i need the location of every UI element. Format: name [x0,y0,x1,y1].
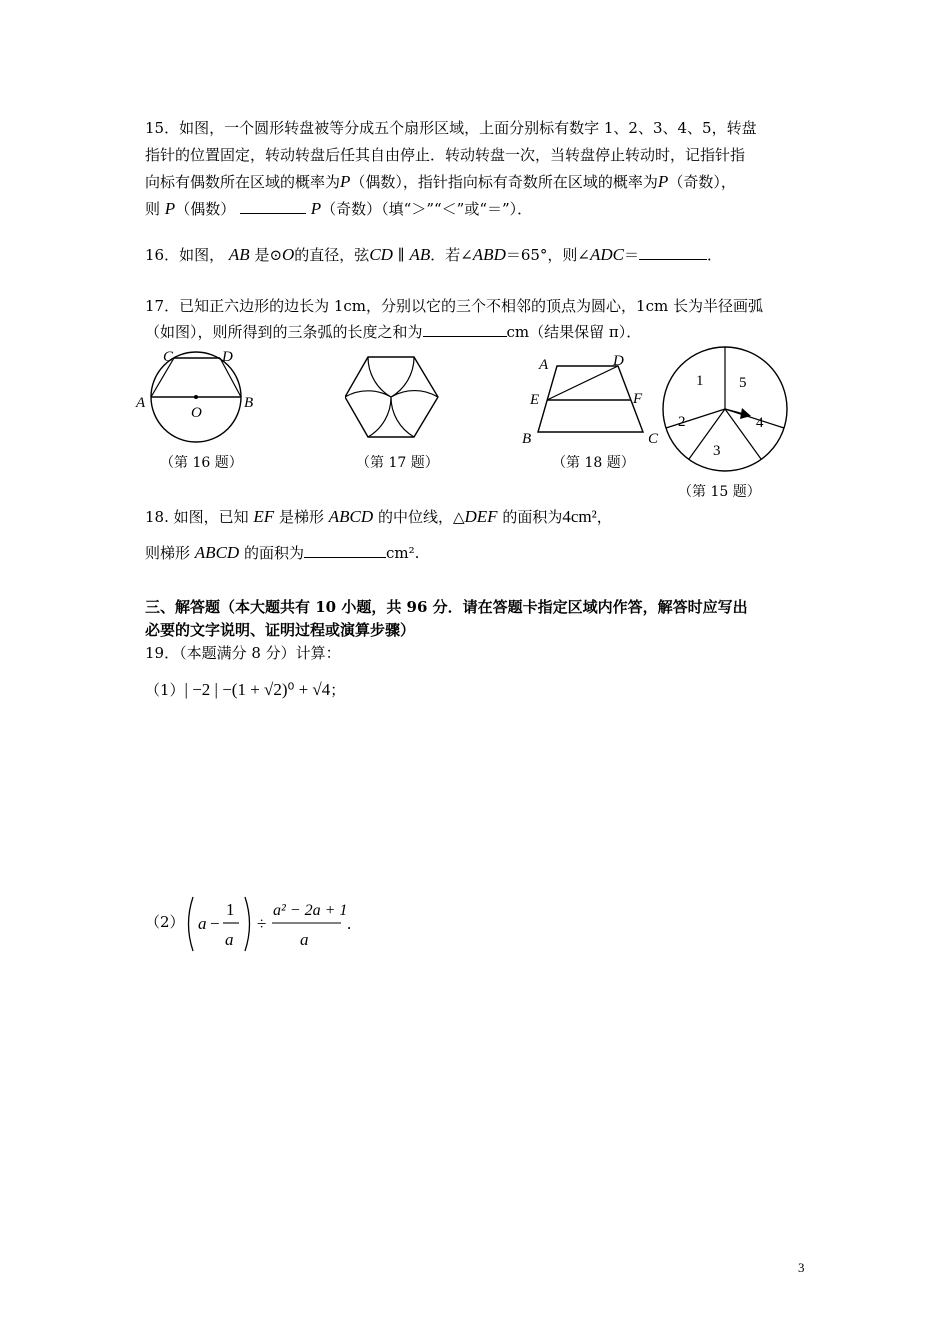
var-a: a [198,914,207,933]
q16-text: ． [707,246,723,264]
figure-15-spinner [660,344,795,474]
q16-text: ．若∠ [430,246,473,264]
math-ABCD: ABCD [194,543,240,562]
label-a: A [136,395,146,411]
q17-line1: 17．已知正六边形的边长为 1cm，分别以它的三个不相邻的顶点为圆心，1cm 长为半径画弧 [145,297,763,315]
p-symbol: P [310,199,322,218]
q19-part1-expression: | −2 | −(1 + √2)⁰ + √4 [184,680,331,699]
q15-line3 [145,172,736,192]
segment-ed [547,366,618,400]
math-ABD: ABD [472,245,506,264]
math-area: 4cm² [562,507,597,526]
left-paren [189,897,194,951]
q18-line1 [145,507,612,527]
label-c: C [648,431,659,447]
q15-text: （偶数） [175,200,236,218]
math-ABCD: ABCD [328,507,374,526]
figure-17 [345,352,445,446]
p-symbol: P [164,199,176,218]
sector-label-5: 5 [739,375,747,391]
section3-heading-line2: 必要的文字说明、证明过程或演算步骤） [145,621,416,639]
q19-part2-expression [184,893,364,955]
sector-label-4: 4 [756,415,764,431]
q19-heading: 19．（本题满分 8 分）计算： [145,644,341,662]
fraction2-denominator: a [300,930,309,949]
caption-fig15: （第 15 题） [678,484,761,500]
math-ADC: ADC [590,245,624,264]
q16-text: 16．如图， [145,246,225,264]
q19-part1 [145,680,345,700]
q16-answer-blank[interactable] [639,245,707,260]
center-point [194,395,198,399]
q16-text: ＝65°，则∠ [505,246,590,264]
q17-answer-blank[interactable] [423,322,507,337]
caption-fig18: （第 18 题） [552,455,635,471]
q17-text: （如图），则所得到的三条弧的长度之和为 [145,323,423,341]
q15-line4 [145,199,532,219]
page-number: 3 [798,1260,805,1275]
q16-text: 是⊙ [254,246,283,264]
figure-18 [515,350,665,450]
arc-2 [391,357,438,397]
sector-divider [666,409,725,428]
math-O: O [282,245,295,264]
math-DEF: DEF [464,507,498,526]
q15-line2: 指针的位置固定，转动转盘后任其自由停止．转动转盘一次，当转盘停止转动时，记指针指 [145,146,746,164]
q18-text: cm². [385,544,420,562]
trapezoid-abcd [538,366,643,432]
q18-text: 的中位线，△ [377,508,465,526]
q16-text: ∥ [397,246,405,264]
figure-16 [130,345,270,445]
sector-label-2: 2 [678,414,686,430]
q15-text: （奇数）， [668,173,736,191]
caption-fig16: （第 16 题） [160,455,243,471]
section3-heading-line1: 三、解答题（本大题共有 10 小题，共 96 分．请在答题卡指定区域内作答，解答时应写出 [145,598,748,616]
right-paren [245,897,250,951]
q19-text: ； [330,681,346,699]
label-d: D [613,353,624,369]
q15-line1: 15．如图，一个圆形转盘被等分成五个扇形区域，上面分别标有数字 1、2、3、4、5，转盘 [145,119,757,137]
q19-part1-label: （1） [145,681,185,699]
q15-answer-blank[interactable] [240,199,306,214]
sector-label-3: 3 [713,443,721,459]
q18-text: ， [596,508,612,526]
divide-sign: ÷ [257,914,267,933]
q18-text: 的面积为 [243,544,304,562]
arc-3 [368,397,414,437]
p-symbol: P [657,172,669,191]
p-symbol: P [340,172,351,191]
q16-text: ＝ [624,246,640,264]
q16-text: 的直径，弦 [294,246,370,264]
q19-part2-label: （2） [145,913,185,931]
fraction1-numerator: 1 [226,900,235,919]
fraction2-numerator: a² − 2a + 1 [273,902,348,919]
sector-label-1: 1 [696,373,704,389]
q15-text: （奇数）（填“＞”“＜”或“＝”）． [321,200,533,218]
period: . [347,914,352,933]
q18-line2 [145,543,419,563]
q18-text: 18. 如图，已知 [145,508,249,526]
q18-text: 则梯形 [145,544,191,562]
q15-text: 则 [145,200,161,218]
label-a: A [539,357,549,373]
math-AB: AB [409,245,431,264]
q17-text: cm（结果保留 π）． [506,323,642,341]
q16-line [145,245,722,265]
label-o: O [191,405,202,421]
label-e: E [530,392,540,408]
arc-1 [345,357,391,397]
label-f: F [633,391,643,407]
q18-text: 是梯形 [278,508,324,526]
minus-sign: − [210,914,220,933]
label-d: D [222,349,233,365]
label-b: B [522,431,532,447]
q17-line2 [145,322,641,342]
q15-text: 向标有偶数所在区域的概率为 [145,173,341,191]
q18-text: 的面积为 [502,508,563,526]
q18-answer-blank[interactable] [304,543,386,558]
label-b: B [244,395,254,411]
math-EF: EF [253,507,275,526]
caption-fig17: （第 17 题） [356,455,439,471]
fraction1-denominator: a [225,930,234,949]
label-c: C [163,349,174,365]
q15-text: （偶数），指针指向标有奇数所在区域的概率为 [350,173,658,191]
math-CD: CD [369,245,393,264]
math-AB: AB [228,245,250,264]
